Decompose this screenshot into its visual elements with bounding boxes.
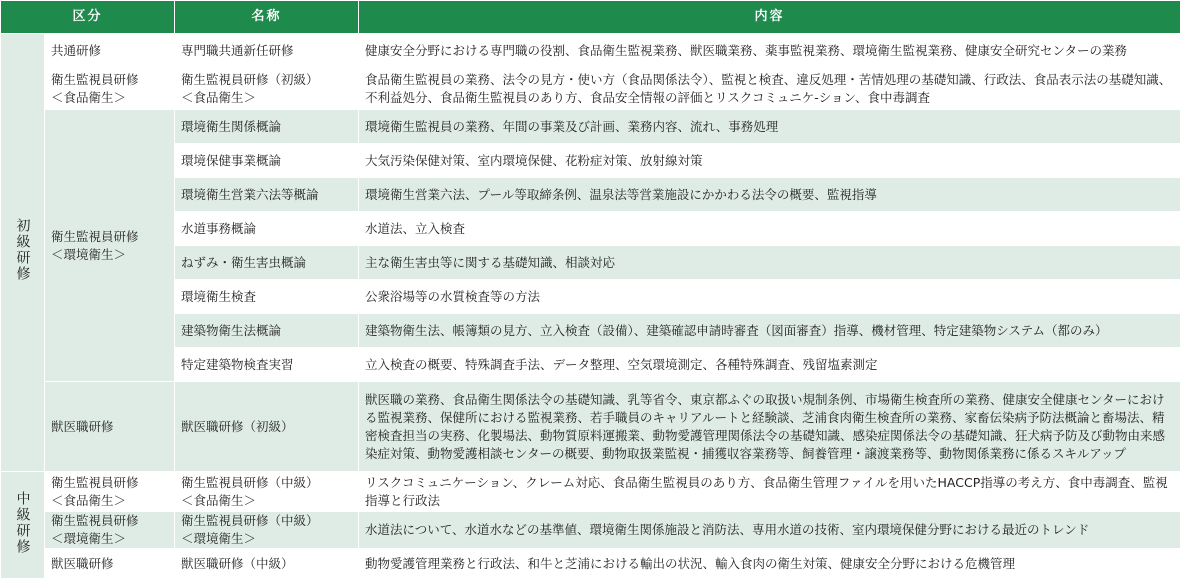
name-cell	[175, 144, 359, 178]
category-common	[45, 34, 175, 68]
category-food-mid	[45, 472, 175, 512]
name-text: 衛生監視員研修（中級） ＜食品衛生＞	[181, 475, 319, 508]
content-cell	[359, 314, 1180, 348]
header-content: 内容	[359, 1, 1180, 34]
table-row	[1, 280, 1180, 314]
name-text: 専門職共通新任研修	[181, 43, 294, 58]
name-cell	[175, 280, 359, 314]
header-category: 区分	[1, 1, 175, 34]
name-text: 環境衛生検査	[181, 289, 256, 304]
table-row	[1, 110, 1180, 144]
name-cell	[175, 178, 359, 212]
level-beginner	[1, 34, 45, 472]
table-row	[1, 246, 1180, 280]
content-text: 水道法について、水道水などの基準値、環境衛生関係施設と消防法、専用水道の技術、室内環境保健分野における最近のトレンド	[365, 522, 1089, 537]
name-cell	[175, 246, 359, 280]
category-label: 衛生監視員研修 ＜環境衛生＞	[51, 229, 139, 262]
content-cell	[359, 110, 1180, 144]
name-cell	[175, 110, 359, 144]
table-row	[1, 549, 1180, 579]
name-text: 衛生監視員研修（初級） ＜食品衛生＞	[181, 72, 319, 105]
content-cell	[359, 280, 1180, 314]
content-text: 水道法、立入検査	[365, 221, 465, 236]
header-name: 名称	[175, 1, 359, 34]
name-text: 環境衛生営業六法等概論	[181, 187, 319, 202]
content-cell	[359, 144, 1180, 178]
content-text: 健康安全分野における専門職の役割、食品衛生監視業務、獣医職業務、薬事監視業務、環境衛生監視業務、健康安全研究センターの業務	[365, 43, 1127, 58]
category-food	[45, 68, 175, 110]
header-row	[1, 1, 1180, 34]
name-cell	[175, 472, 359, 512]
name-cell	[175, 212, 359, 246]
content-text: 主な衛生害虫等に関する基礎知識、相談対応	[365, 255, 615, 270]
category-label: 衛生監視員研修 ＜食品衛生＞	[51, 475, 139, 508]
table-row	[1, 472, 1180, 512]
name-cell	[175, 348, 359, 382]
content-text: リスクコミュニケーション、クレーム対応、食品衛生監視員のあり方、食品衛生管理ファイルを用いたHACCP指導の考え方、食中毒調査、監視指導と行政法	[365, 475, 1168, 508]
table-row	[1, 34, 1180, 68]
level-beginner-label: 初級研修	[14, 218, 32, 282]
category-env-mid	[45, 512, 175, 549]
table-row	[1, 382, 1180, 472]
content-cell	[359, 178, 1180, 212]
name-cell	[175, 382, 359, 472]
table-row	[1, 144, 1180, 178]
content-text: 獣医職の業務、食品衛生関係法令の基礎知識、乳等省令、東京都ふぐの取扱い規制条例、市場衛生検査所の業務、健康安全健康センターにおける監視業務、保健所における監視業務、若手職員のキャリアルートと経験談、芝浦食肉衛生検査所の業務、家畜伝染病予防法概論と畜場法、精密検査担当の実務、化製場法、動物質原料運搬業、動物愛護管理関係法令の基礎知識、感染症関係法令の基礎知識、狂犬病予防及び動物由来感染症対策、動物愛護相談センターの概要、動物取扱業監視・捕獲収容業務等、飼養管理・譲渡業務等、動物関係業務に係るスキルアップ	[365, 392, 1165, 461]
table-row	[1, 68, 1180, 110]
content-text: 建築物衛生法、帳簿類の見方、立入検査（設備）、建築確認申請時審査（図面審査）指導、機材管理、特定建築物システム（都のみ）	[365, 323, 1108, 338]
table-row	[1, 178, 1180, 212]
content-cell	[359, 348, 1180, 382]
table-row	[1, 348, 1180, 382]
content-text: 食品衛生監視員の業務、法令の見方・使い方（食品関係法令）、監視と検査、違反処理・苦情処理の基礎知識、行政法、食品表示法の基礎知識、不利益処分、食品衛生監視員のあり方、食品安全情報の評価とリスクコミュニケ-ション、食中毒調査	[365, 72, 1171, 105]
content-cell	[359, 382, 1180, 472]
name-text: 衛生監視員研修（中級） ＜環境衛生＞	[181, 513, 319, 546]
name-text: 建築物衛生法概論	[181, 323, 281, 338]
content-text: 公衆浴場等の水質検査等の方法	[365, 289, 540, 304]
table-row	[1, 314, 1180, 348]
content-text: 大気汚染保健対策、室内環境保健、花粉症対策、放射線対策	[365, 153, 703, 168]
category-label: 衛生監視員研修 ＜環境衛生＞	[51, 513, 139, 546]
name-text: ねずみ・衛生害虫概論	[181, 255, 306, 270]
name-text: 環境衛生関係概論	[181, 119, 281, 134]
table-row	[1, 512, 1180, 549]
name-text: 水道事務概論	[181, 221, 256, 236]
content-cell	[359, 549, 1180, 579]
content-cell	[359, 34, 1180, 68]
content-text: 環境衛生監視員の業務、年間の事業及び計画、業務内容、流れ、事務処理	[365, 119, 778, 134]
name-cell	[175, 314, 359, 348]
name-cell	[175, 512, 359, 549]
name-text: 環境保健事業概論	[181, 153, 281, 168]
name-text: 獣医職研修（初級）	[181, 419, 294, 434]
content-cell	[359, 512, 1180, 549]
content-cell	[359, 246, 1180, 280]
name-cell	[175, 34, 359, 68]
name-cell	[175, 549, 359, 579]
content-text: 立入検査の概要、特殊調査手法、データ整理、空気環境測定、各種特殊調査、残留塩素測定	[365, 357, 878, 372]
name-cell	[175, 68, 359, 110]
content-cell	[359, 68, 1180, 110]
category-vet-mid	[45, 549, 175, 579]
category-env	[45, 110, 175, 382]
category-label: 獣医職研修	[51, 556, 114, 571]
content-cell	[359, 212, 1180, 246]
level-intermediate-label: 中級研修	[14, 491, 32, 555]
name-text: 獣医職研修（中級）	[181, 556, 294, 571]
level-intermediate	[1, 472, 45, 579]
content-text: 動物愛護管理業務と行政法、和牛と芝浦における輸出の状況、輸入食肉の衛生対策、健康安全分野における危機管理	[365, 556, 1015, 571]
category-label: 獣医職研修	[51, 419, 114, 434]
category-vet	[45, 382, 175, 472]
category-label: 共通研修	[51, 43, 101, 58]
category-label: 衛生監視員研修 ＜食品衛生＞	[51, 72, 139, 105]
content-cell	[359, 472, 1180, 512]
name-text: 特定建築物検査実習	[181, 357, 294, 372]
table-row	[1, 212, 1180, 246]
content-text: 環境衛生営業六法、プール等取締条例、温泉法等営業施設にかかわる法令の概要、監視指導	[365, 187, 877, 202]
